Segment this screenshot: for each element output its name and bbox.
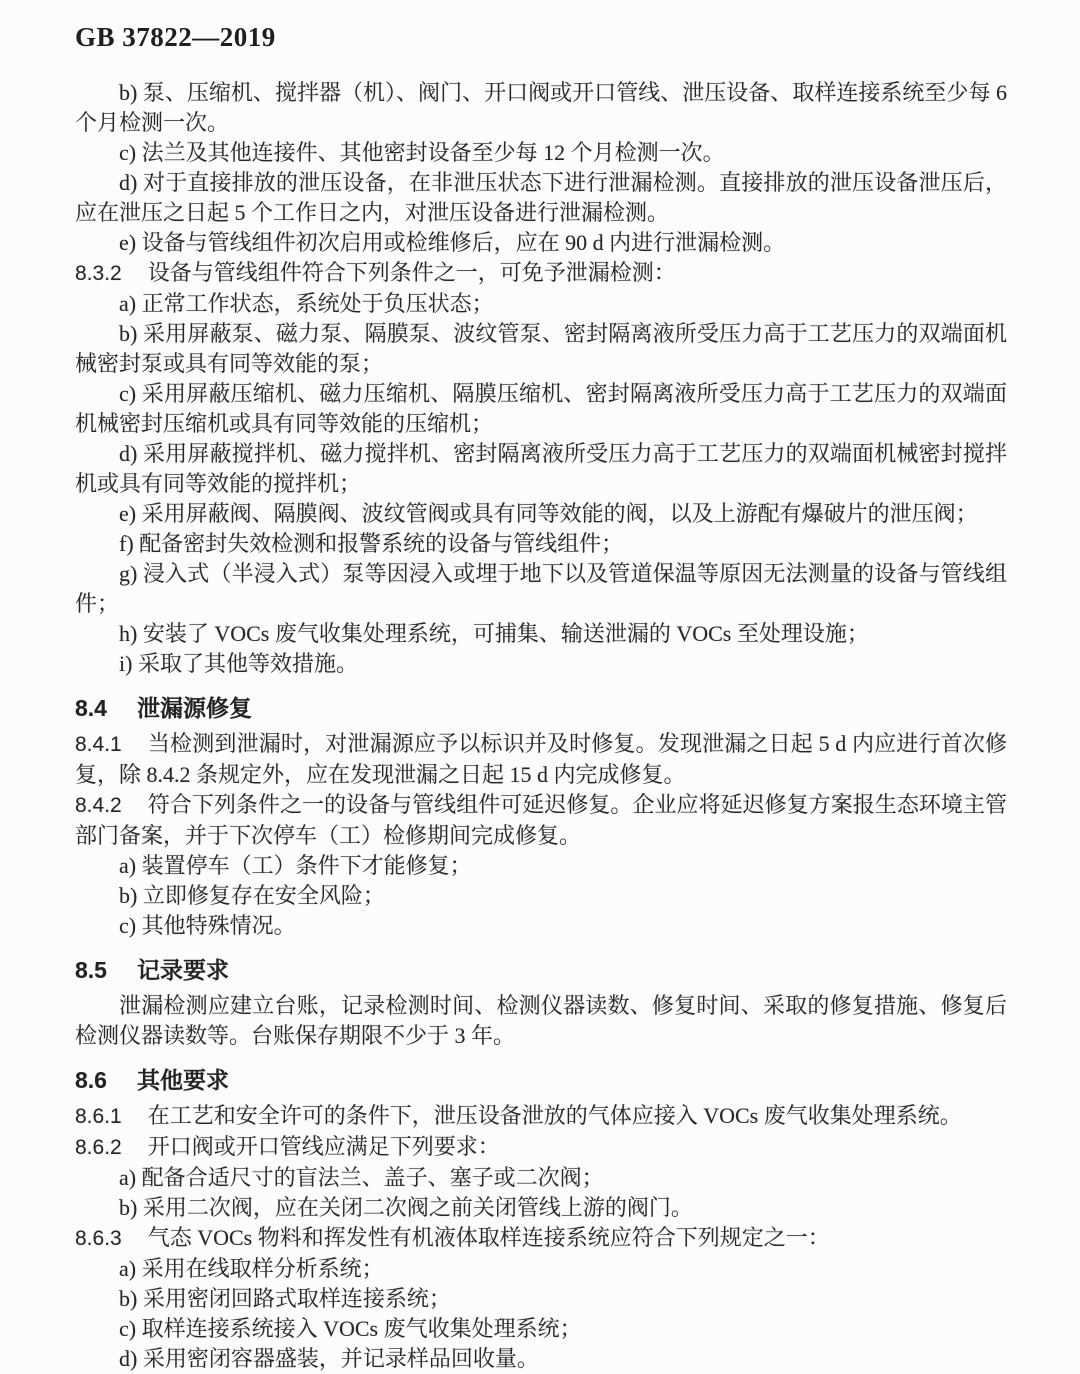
list-item: d) 采用密闭容器盛装，并记录样品回收量。 (119, 1346, 539, 1371)
clause-paragraph (75, 258, 1007, 289)
section-title: 其他要求 (136, 1067, 229, 1093)
list-item: i) 采取了其他等效措施。 (119, 651, 358, 676)
clause-text: 气态 VOCs 物料和挥发性有机液体取样连接系统应符合下列规定之一： (147, 1225, 830, 1250)
section-number: 8.4 (75, 695, 107, 721)
section-title: 泄漏源修复 (136, 695, 252, 721)
clause-text: 符合下列条件之一的设备与管线组件可延迟修复。企业应将延迟修复方案报生态环境主管部门备案，并于下次停车（工）检修期间完成修复。 (75, 792, 1007, 848)
clause-paragraph (75, 729, 1007, 790)
clause-text: 在工艺和安全许可的条件下，泄压设备泄放的气体应接入 VOCs 废气收集处理系统。 (147, 1103, 962, 1128)
list-item: f) 配备密封失效检测和报警系统的设备与管线组件； (119, 531, 624, 556)
list-item: h) 安装了 VOCs 废气收集处理系统，可捕集、输送泄漏的 VOCs 至处理设施； (119, 621, 869, 646)
list-item: e) 采用屏蔽阀、隔膜阀、波纹管阀或具有同等效能的阀，以及上游配有爆破片的泄压阀； (119, 501, 978, 526)
section-heading (75, 1065, 1007, 1095)
list-item: c) 法兰及其他连接件、其他密封设备至少每 12 个月检测一次。 (119, 140, 725, 165)
clause-number: 8.6.2 (75, 1136, 122, 1159)
clause-paragraph (75, 1132, 1007, 1163)
clause-text: 设备与管线组件符合下列条件之一，可免予泄漏检测： (147, 260, 676, 285)
list-item: b) 采用二次阀，应在关闭二次阀之前关闭管线上游的阀门。 (119, 1195, 693, 1220)
list-item: c) 采用屏蔽压缩机、磁力压缩机、隔膜压缩机、密封隔离液所受压力高于工艺压力的双端面机械密封压缩机或具有同等效能的压缩机； (75, 381, 1007, 436)
clause-number: 8.6.3 (75, 1227, 122, 1250)
list-item: a) 正常工作状态，系统处于负压状态； (119, 291, 494, 316)
clause-number: 8.6.1 (75, 1105, 122, 1128)
clause-number: 8.4.1 (75, 733, 122, 756)
list-item: e) 设备与管线组件初次启用或检维修后，应在 90 d 内进行泄漏检测。 (119, 230, 786, 255)
list-item: a) 配备合适尺寸的盲法兰、盖子、塞子或二次阀； (119, 1165, 604, 1190)
clause-paragraph (75, 1223, 1007, 1254)
document-body (75, 78, 1007, 1374)
section-heading (75, 693, 1007, 723)
clause-paragraph (75, 790, 1007, 851)
list-item: b) 采用密闭回路式取样连接系统； (119, 1286, 451, 1311)
clause-paragraph (75, 1101, 1007, 1132)
list-item: b) 采用屏蔽泵、磁力泵、隔膜泵、波纹管泵、密封隔离液所受压力高于工艺压力的双端面机械密封泵或具有同等效能的泵； (75, 321, 1007, 376)
list-item: d) 对于直接排放的泄压设备，在非泄压状态下进行泄漏检测。直接排放的泄压设备泄压后，应在泄压之日起 5 个工作日之内，对泄压设备进行泄漏检测。 (75, 170, 1007, 225)
body-paragraph: 泄漏检测应建立台账，记录检测时间、检测仪器读数、修复时间、采取的修复措施、修复后检测仪器读数等。台账保存期限不少于 3 年。 (75, 993, 1007, 1048)
list-item: c) 其他特殊情况。 (119, 913, 296, 938)
standard-number-header: GB 37822—2019 (75, 22, 276, 52)
list-item: g) 浸入式（半浸入式）泵等因浸入或埋于地下以及管道保温等原因无法测量的设备与管线组件； (75, 561, 1007, 616)
list-item: b) 立即修复存在安全风险； (119, 883, 385, 908)
list-item: a) 装置停车（工）条件下才能修复； (119, 853, 472, 878)
section-title: 记录要求 (136, 957, 229, 983)
section-number: 8.6 (75, 1067, 107, 1093)
clause-text: 开口阀或开口管线应满足下列要求： (147, 1134, 500, 1159)
list-item: a) 采用在线取样分析系统； (119, 1256, 384, 1281)
section-number: 8.5 (75, 957, 107, 983)
list-item: c) 取样连接系统接入 VOCs 废气收集处理系统； (119, 1316, 582, 1341)
section-heading (75, 955, 1007, 985)
clause-number: 8.3.2 (75, 262, 122, 285)
clause-text: 当检测到泄漏时，对泄漏源应予以标识并及时修复。发现泄漏之日起 5 d 内应进行首次修复，除 8.4.2 条规定外，应在发现泄漏之日起 15 d 内完成修复。 (75, 731, 1007, 787)
clause-number: 8.4.2 (75, 794, 122, 817)
list-item: d) 采用屏蔽搅拌机、磁力搅拌机、密封隔离液所受压力高于工艺压力的双端面机械密封搅拌机或具有同等效能的搅拌机； (75, 441, 1007, 496)
list-item: b) 泵、压缩机、搅拌器（机）、阀门、开口阀或开口管线、泄压设备、取样连接系统至少每 6 个月检测一次。 (75, 80, 1007, 135)
